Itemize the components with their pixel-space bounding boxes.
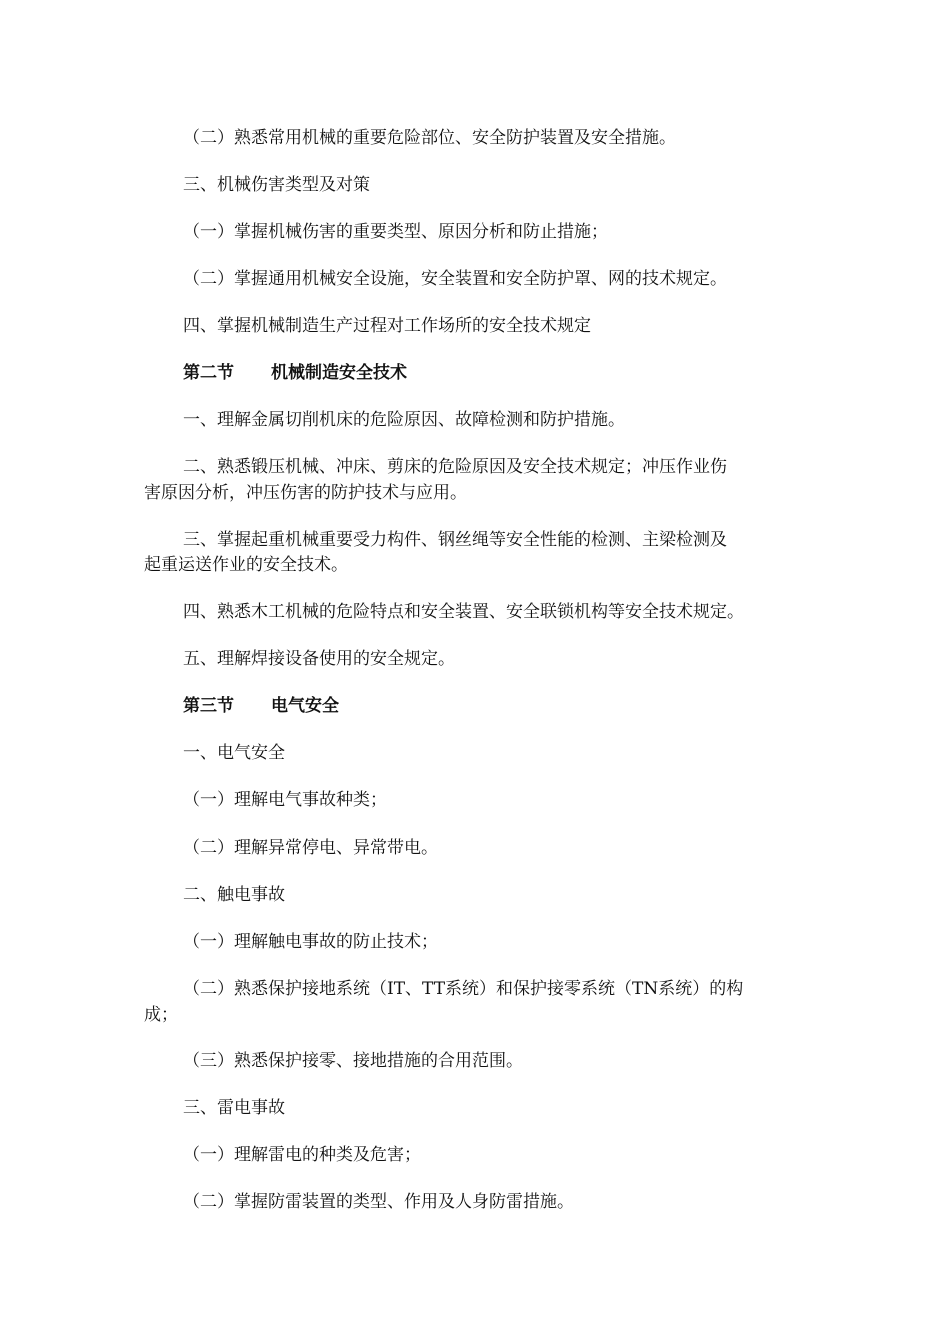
paragraph-continuation: 害原因分析，冲压伤害的防护技术与应用。	[144, 483, 467, 503]
paragraph: （二）理解异常停电、异常带电。	[183, 838, 438, 858]
paragraph: （二）掌握防雷装置的类型、作用及人身防雷措施。	[183, 1192, 574, 1212]
paragraph: 一、理解金属切削机床的危险原因、故障检测和防护措施。	[183, 410, 625, 430]
paragraph-continuation: 起重运送作业的安全技术。	[144, 555, 348, 575]
paragraph: （二）掌握通用机械安全设施，安全装置和安全防护罩、网的技术规定。	[183, 269, 727, 289]
paragraph: 四、掌握机械制造生产过程对工作场所的安全技术规定	[183, 316, 591, 336]
paragraph: （一）理解触电事故的防止技术；	[183, 932, 438, 952]
paragraph: 三、机械伤害类型及对策	[183, 175, 370, 195]
paragraph: （二）熟悉常用机械的重要危险部位、安全防护装置及安全措施。	[183, 128, 676, 148]
paragraph-continuation: 成；	[144, 1005, 178, 1025]
paragraph: （三）熟悉保护接零、接地措施的合用范围。	[183, 1051, 523, 1071]
paragraph: 五、理解焊接设备使用的安全规定。	[183, 649, 455, 669]
paragraph: （一）理解电气事故种类；	[183, 790, 387, 810]
paragraph: （二）熟悉保护接地系统（IT、TT系统）和保护接零系统（TN系统）的构	[183, 979, 744, 999]
section-title: 电气安全	[271, 696, 339, 716]
paragraph: （一）掌握机械伤害的重要类型、原因分析和防止措施；	[183, 222, 608, 242]
paragraph: 二、熟悉锻压机械、冲床、剪床的危险原因及安全技术规定；冲压作业伤	[183, 457, 727, 477]
section-title: 机械制造安全技术	[271, 363, 407, 383]
section-heading	[183, 361, 407, 385]
section-heading	[183, 694, 339, 718]
paragraph: 二、触电事故	[183, 885, 285, 905]
section-number: 第三节	[183, 696, 234, 716]
paragraph: （一）理解雷电的种类及危害；	[183, 1145, 421, 1165]
paragraph: 三、掌握起重机械重要受力构件、钢丝绳等安全性能的检测、主梁检测及	[183, 530, 727, 550]
paragraph: 三、雷电事故	[183, 1098, 285, 1118]
paragraph: 一、电气安全	[183, 743, 285, 763]
section-number: 第二节	[183, 363, 234, 383]
paragraph: 四、熟悉木工机械的危险特点和安全装置、安全联锁机构等安全技术规定。	[183, 602, 744, 622]
